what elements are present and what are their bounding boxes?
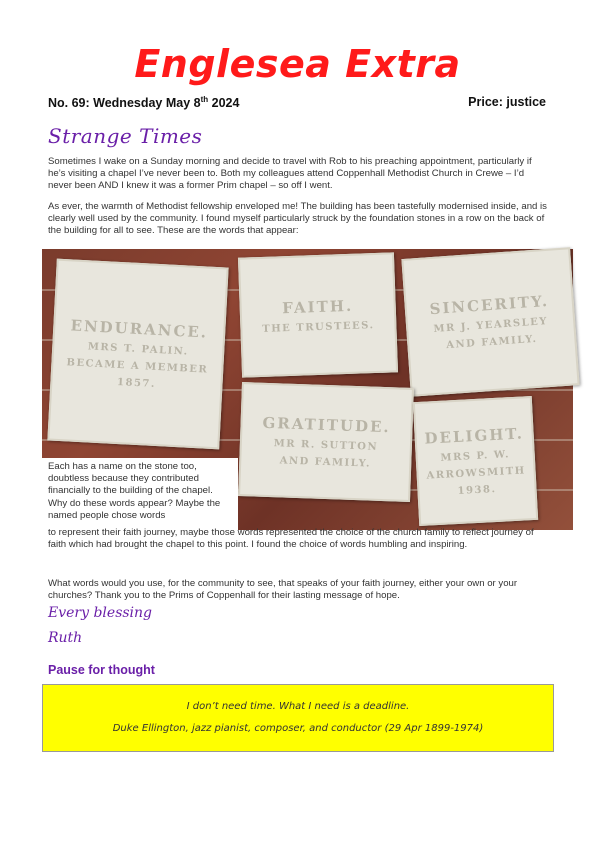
- foundation-stone-sincerity: SINCERITY. MR J. YEARSLEY AND FAMILY.: [401, 247, 579, 396]
- article-paragraph-2: As ever, the warmth of Methodist fellowship enveloped me! The building has been tastefully modernised inside, and is clearly well used by the community. I found myself particularly struck by the foundation stones in a row on the back of the building for all to see. These are the words that appear:: [48, 201, 547, 237]
- issue-number-date: No. 69: Wednesday May 8th 2024: [48, 95, 240, 111]
- foundation-stone-faith: FAITH. THE TRUSTEES.: [238, 252, 398, 377]
- masthead-title: Englesea Extra: [134, 42, 461, 86]
- article-paragraph-1: Sometimes I wake on a Sunday morning and decide to travel with Rob to his preaching appointment, particularly if he’s visiting a chapel I’ve never been to. Both my colleagues attend Coppenhall Methodist Church in Crewe – I’d never been AND I knew it was a former Prim chapel – so off I went.: [48, 156, 532, 192]
- article-paragraph-4: What words would you use, for the community to see, that speaks of your faith journey, either your own or your churches? Thank you to the Prims of Coppenhall for their lasting message of hope.: [48, 578, 518, 602]
- foundation-stone-gratitude: GRATITUDE. MR R. SUTTON AND FAMILY.: [238, 382, 414, 502]
- article-paragraph-3: to represent their faith journey, maybe those words represented the choice of the church family to reflect journey of faith which had brought the chapel to this point. I found the choice of words humbling and inspiring.: [48, 527, 534, 551]
- issue-line: [48, 95, 546, 113]
- quote-text: I don’t need time. What I need is a deadline.: [186, 701, 410, 712]
- article-title: Strange Times: [48, 124, 203, 148]
- author-signature: Ruth: [48, 630, 83, 646]
- foundation-stone-endurance: ENDURANCE. MRS T. PALIN. BECAME A MEMBER 1857.: [47, 259, 228, 450]
- quote-box: [42, 684, 554, 752]
- closing-blessing: Every blessing: [48, 605, 153, 621]
- issue-price: Price: justice: [468, 95, 546, 109]
- article-paragraph-3-wrapped: Each has a name on the stone too, doubtless because they contributed financially to the building of the chapel. Why do these words appear? Maybe the named people chose words: [48, 461, 221, 521]
- foundation-stone-delight: DELIGHT. MRS P. W. ARROWSMITH 1938.: [413, 396, 538, 526]
- pause-heading: Pause for thought: [48, 663, 155, 677]
- quote-attribution: Duke Ellington, jazz pianist, composer, and conductor (29 Apr 1899-1974): [112, 723, 484, 734]
